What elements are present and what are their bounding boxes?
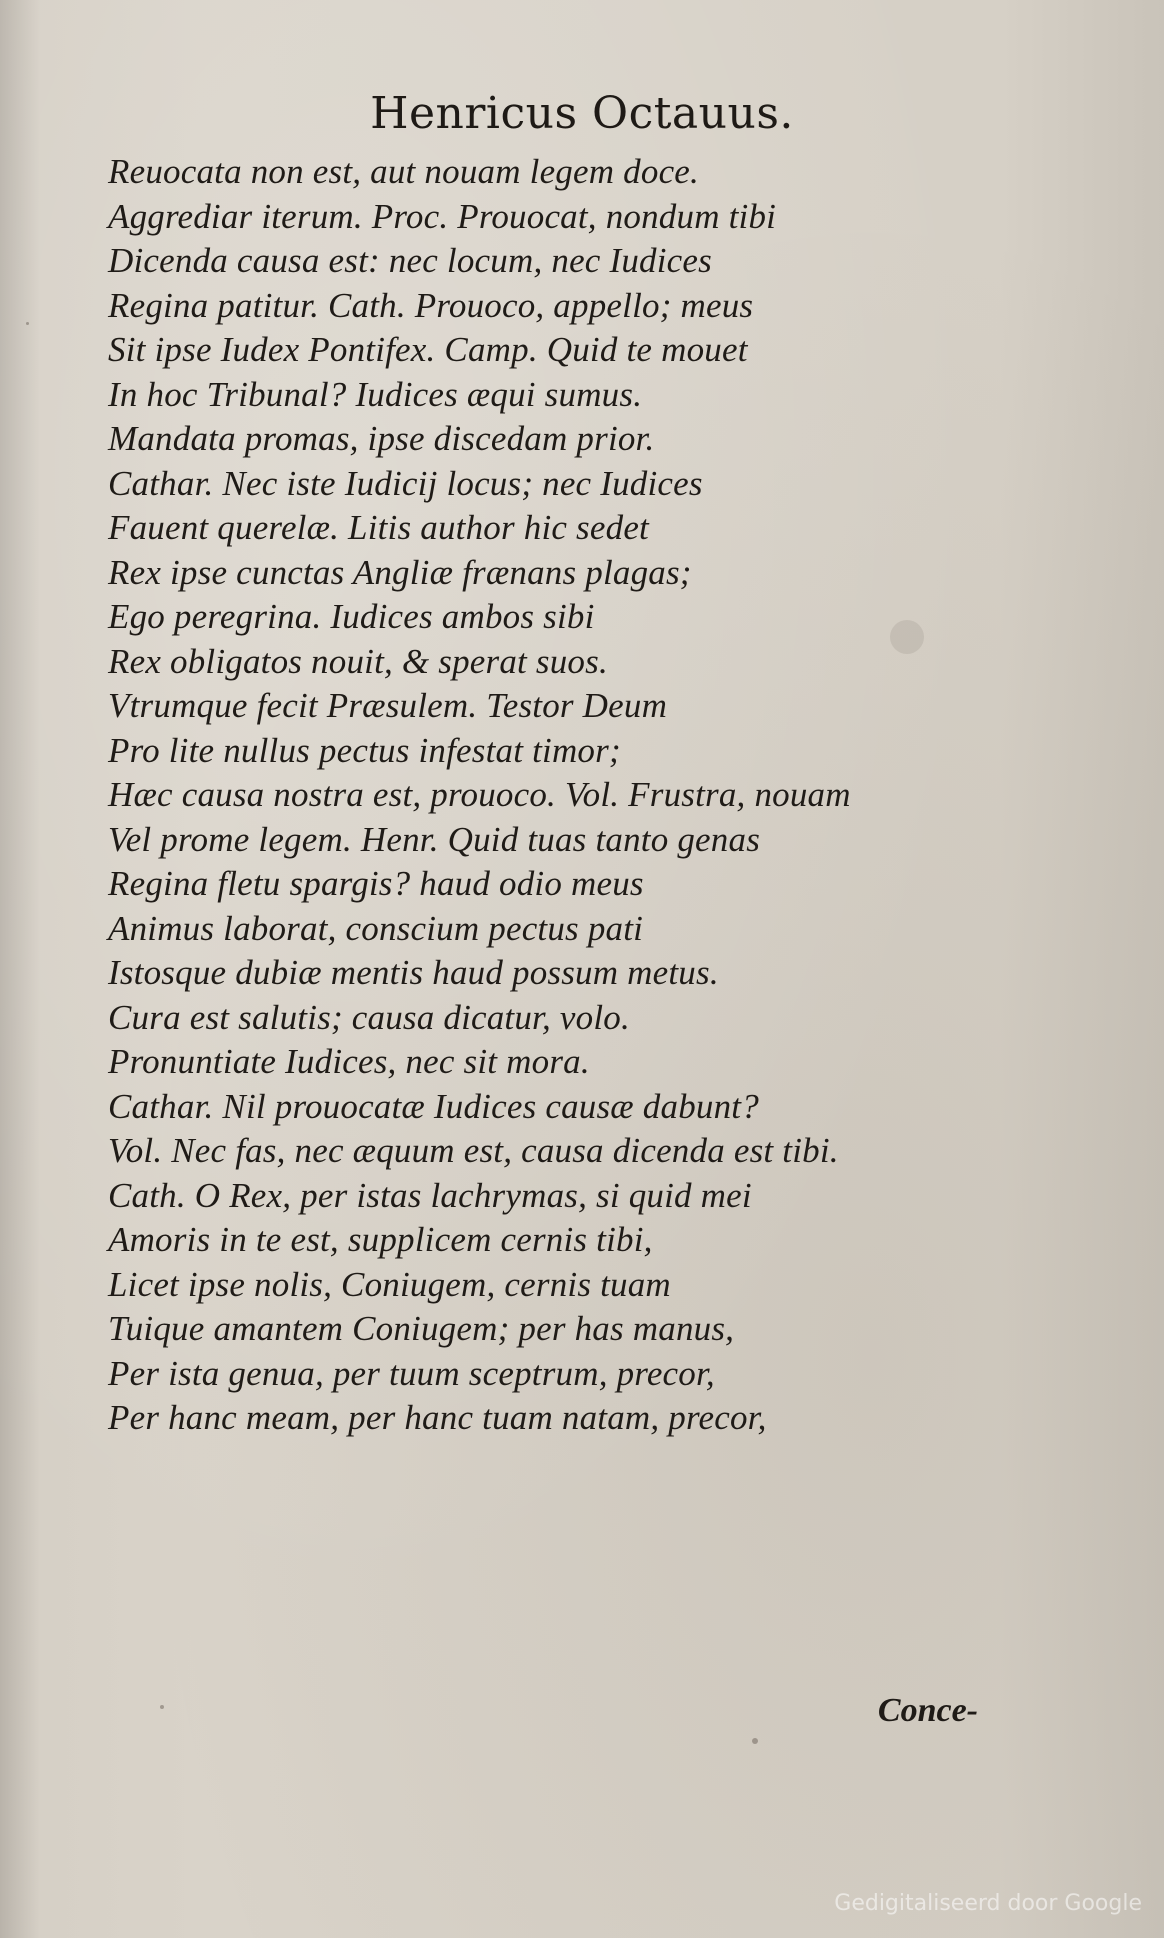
- verse-line: Licet ipse nolis, Coniugem, cernis tuam: [108, 1264, 671, 1304]
- verse-line: Per hanc meam, per hanc tuam natam, precor,: [108, 1398, 767, 1437]
- ink-speck: [752, 1738, 758, 1744]
- verse-line: Regina patitur. Cath. Prouoco, appello; meus: [108, 285, 754, 325]
- verse-lines: [108, 150, 1008, 1441]
- verse-line: Cathar. Nil prouocatæ Iudices causæ dabunt?: [108, 1086, 759, 1126]
- verse-line: Regina fletu spargis? haud odio meus: [108, 864, 644, 903]
- verse-line: Vel prome legem. Henr. Quid tuas tanto genas: [108, 819, 761, 859]
- verse-line: Vtrumque fecit Præsulem. Testor Deum: [108, 686, 668, 725]
- verse-line: Amoris in te est, supplicem cernis tibi,: [108, 1220, 653, 1259]
- ink-speck: [26, 322, 29, 325]
- verse-line: Vol. Nec fas, nec æquum est, causa dicenda est tibi.: [108, 1131, 839, 1170]
- catchword: Conce-: [877, 1692, 978, 1729]
- verse-line: Ego peregrina. Iudices ambos sibi: [108, 597, 595, 636]
- verse-line: Cath. O Rex, per istas lachrymas, si quid mei: [108, 1175, 752, 1215]
- verse-line: Rex obligatos nouit, & sperat suos.: [108, 641, 608, 681]
- verse-line: Pro lite nullus pectus infestat timor;: [108, 730, 621, 770]
- verse-line: Mandata promas, ipse discedam prior.: [108, 419, 655, 458]
- verse-line: Reuocata non est, aut nouam legem doce.: [108, 152, 699, 191]
- verse-line: Pronuntiate Iudices, nec sit mora.: [108, 1042, 590, 1081]
- digitization-watermark: Gedigitaliseerd door Google: [834, 1891, 1142, 1916]
- ink-speck: [890, 620, 924, 654]
- verse-line: Hæc causa nostra est, prouoco. Vol. Frustra, nouam: [108, 775, 851, 814]
- verse-line: Rex ipse cunctas Angliæ frænans plagas;: [108, 552, 692, 592]
- verse-line: Dicenda causa est: nec locum, nec Iudices: [108, 241, 712, 280]
- running-head: Henricus Octauus.: [370, 88, 794, 139]
- verse-line: In hoc Tribunal? Iudices æqui sumus.: [108, 374, 643, 414]
- verse-line: Per ista genua, per tuum sceptrum, precor,: [108, 1353, 715, 1393]
- ink-speck: [160, 1705, 164, 1709]
- verse-line: Animus laborat, conscium pectus pati: [108, 908, 644, 948]
- verse-line: Istosque dubiæ mentis haud possum metus.: [108, 953, 719, 992]
- verse-line: Tuique amantem Coniugem; per has manus,: [108, 1309, 735, 1348]
- verse-line: Sit ipse Iudex Pontifex. Camp. Quid te mouet: [108, 330, 748, 369]
- verse-line: Cathar. Nec iste Iudicij locus; nec Iudices: [108, 463, 703, 503]
- verse-line: Cura est salutis; causa dicatur, volo.: [108, 997, 630, 1037]
- verse-line: Aggrediar iterum. Proc. Prouocat, nondum tibi: [108, 196, 777, 236]
- verse-line: Fauent querelæ. Litis author hic sedet: [108, 508, 649, 547]
